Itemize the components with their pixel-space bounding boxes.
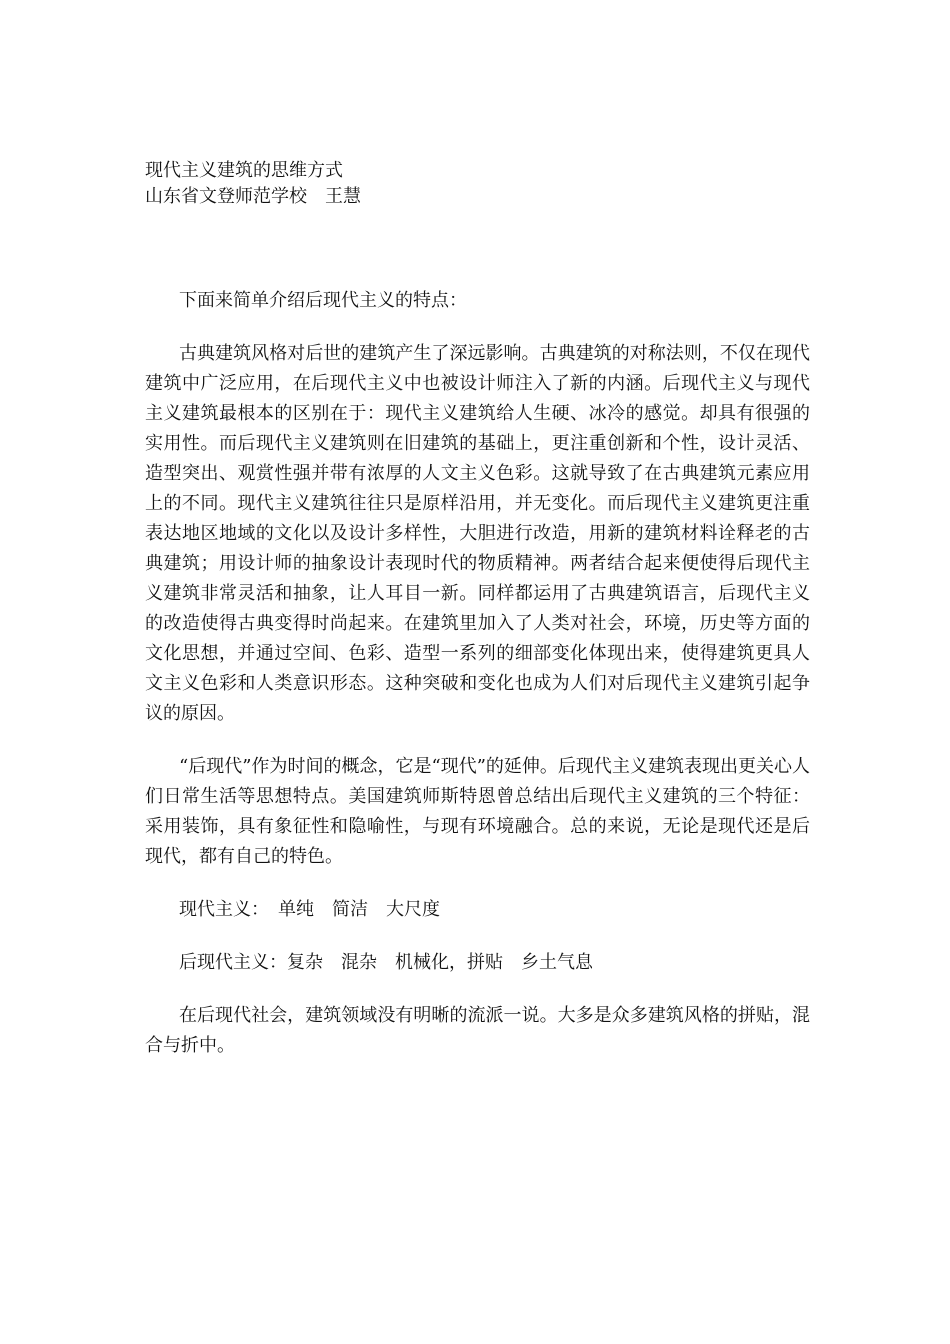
document-header — [145, 158, 361, 210]
intro-paragraph: 下面来简单介绍后现代主义的特点： — [179, 290, 467, 311]
paragraph-classical-influence: 古典建筑风格对后世的建筑产生了深远影响。古典建筑的对称法则，不仅在现代建筑中广泛应用，在后现代主义中也被设计师注入了新的内涵。后现代主义与现代主义建筑最根本的区别在于：现代主义建筑给人生硬、冰冷的感觉。却具有很强的实用性。而后现代主义建筑则在旧建筑的基础上，更注重创新和个性，设计灵活、造型突出、观赏性强并带有浓厚的人文主义色彩。这就导致了在古典建筑元素应用上的不同。现代主义建筑往往只是原样沿用，并无变化。而后现代主义建筑更注重表达地区地域的文化以及设计多样性，大胆进行改造，用新的建筑材料诠释老的古典建筑；用设计师的抽象设计表现时代的物质精神。两者结合起来便使得后现代主义建筑非常灵活和抽象，让人耳目一新。同样都运用了古典建筑语言，后现代主义的改造使得古典变得时尚起来。在建筑里加入了人类对社会，环境，历史等方面的文化思想，并通过空间、色彩、造型一系列的细部变化体现出来，使得建筑更具人文主义色彩和人类意识形态。这种突破和变化也成为人们对后现代主义建筑引起争议的原因。 — [145, 343, 810, 724]
document-title: 现代主义建筑的思维方式 — [145, 160, 343, 181]
postmodernism-features-line: 后现代主义：复杂 混杂 机械化，拼贴 乡土气息 — [179, 952, 593, 973]
paragraph-postmodern-concept: “后现代”作为时间的概念，它是“现代”的延伸。后现代主义建筑表现出更关心人们日常生活等思想特点。美国建筑师斯特恩曾总结出后现代主义建筑的三个特征：采用装饰，具有象征性和隐喻性，与现有环境融合。总的来说，无论是现代还是后现代，都有自己的特色。 — [145, 756, 810, 867]
modernism-features-line: 现代主义： 单纯 简洁 大尺度 — [179, 899, 440, 920]
document-body — [145, 286, 810, 1084]
paragraph-postmodern-society: 在后现代社会，建筑领域没有明晰的流派一说。大多是众多建筑风格的拼贴，混合与折中。 — [145, 1005, 810, 1056]
author-line: 山东省文登师范学校 王慧 — [145, 186, 361, 207]
